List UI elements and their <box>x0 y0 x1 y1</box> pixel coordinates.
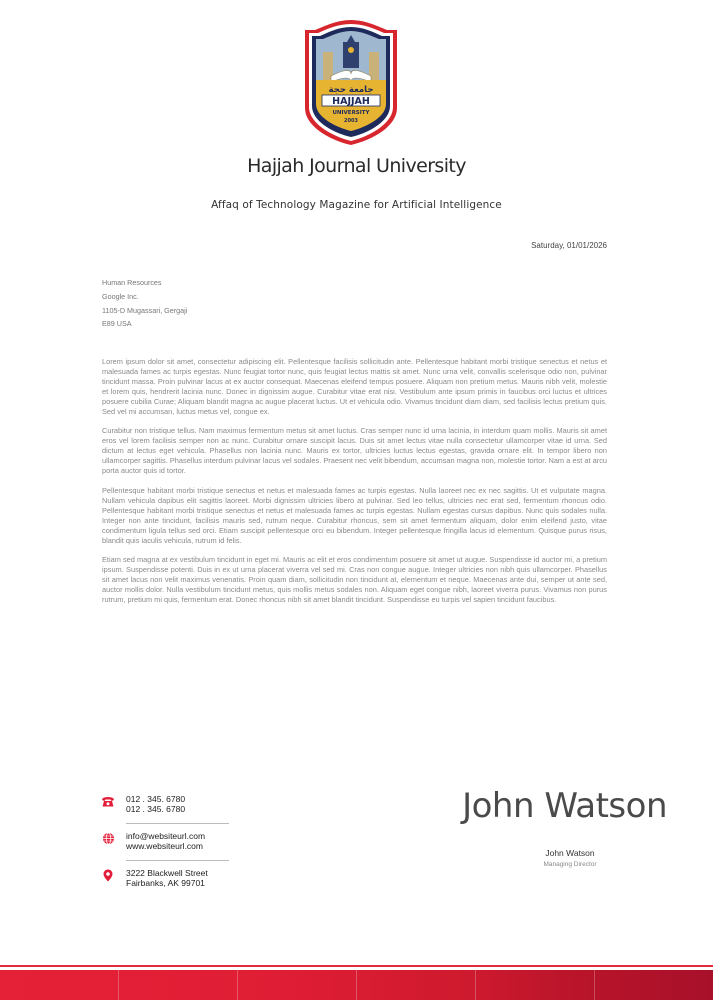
recipient-line: 1105-D Mugassari, Gergaji <box>102 305 188 315</box>
email-link[interactable]: info@websiteurl.com <box>126 831 206 841</box>
university-logo <box>303 18 399 146</box>
signer-name: John Watson <box>545 848 595 858</box>
footer-segment-divider <box>594 970 595 1000</box>
footer-segment-divider <box>356 970 357 1000</box>
logo-arabic-text: جامعة حجة <box>328 85 374 95</box>
footer-band <box>0 965 713 1000</box>
phone-icon <box>100 794 116 808</box>
location-pin-icon <box>100 868 116 882</box>
body-paragraph: Lorem ipsum dolor sit amet, consectetur adipiscing elit. Pellentesque facilisis sollicitudin ante. Pellentesque habitant morbi tristique senectus et netus et malesuada fames ac turpis egestas. Nunc feugiat tortor nunc, quis feugiat lectus mattis sit amet. Nunc urna velit, convallis scelerisque odio non, pulvinar tincidunt massa. Proin pulvinar lacus at ex auctor consequat. Maecenas eleifend tempus posuere. Aliquam non pretium metus. Mauris nibh velit, molestie et lorem quis, hendrerit lacinia nunc. Donec in dignissim augue. Curabitur vitae erat nisi. Vestibulum ante ipsum primis in faucibus orci luctus et ultrices posuere cubilia Curae; Aliquam blandit magna ac augue placerat luctus. Ut et vehicula odio. Vivamus tincidunt diam diam, sed facilisis lectus pretium quis. Sed vel mi accumsan, luctus metus vel, congue ex. <box>102 357 607 416</box>
footer-segment-divider <box>118 970 119 1000</box>
signer-title: Managing Director <box>543 861 597 868</box>
letter-body <box>102 357 607 615</box>
logo-subname: UNIVERSITY <box>332 110 370 116</box>
web-row <box>100 831 230 851</box>
organization-name: Hajjah Journal University <box>247 155 466 177</box>
globe-icon <box>100 831 116 845</box>
recipient-line: Human Resources <box>102 278 162 287</box>
footer-segment-divider <box>237 970 238 1000</box>
address-row <box>100 868 230 888</box>
recipient-address <box>102 276 187 331</box>
body-paragraph: Curabitur non tristique tellus. Nam maximus fermentum metus sit amet luctus. Cras semper nunc id urna lacinia, in interdum quam mollis. Mauris sit amet eros vel lorem facilisis semper non ac nunc. Curabitur ornare suscipit lacus. Duis sit amet lectus vitae nulla consectetur ullamcorper vitae id urna. Sed dictum at lectus eget vehicula. Phasellus non lacinia nunc. Mauris ex tortor, ultricies luctus lectus egestas, gravida ornare elit. In tempor libero non ullamcorper sagittis. Phasellus interdum pulvinar lacus vel sodales. Praesent nec velit bibendum, accumsan magna non, molestie tortor. Nam a est at arcu porta auctor quis id tortor. <box>102 426 607 476</box>
footer-line <box>0 965 713 967</box>
body-paragraph: Pellentesque habitant morbi tristique senectus et netus et malesuada fames ac turpis egestas. Nulla laoreet nec ex nec sagittis. Ut et vulputate magna. Nullam vehicula dapibus elit sagittis laoreet. Morbi dignissim ultricies libero at pulvinar. Sed leo tellus, ultricies nec erat sed, fermentum rhoncus odio. Pellentesque habitant morbi tristique senectus et netus et malesuada fames ac turpis egestas. Nullam egestas cursus dapibus. Nunc quis sodales nulla. Integer non ante tincidunt, facilisis mauris sed, rutrum neque. Curabitur rhoncus, sem sit amet fermentum aliquam, dolor enim eleifend justo, vitae condimentum ligula tellus sed orci. Etiam suscipit pellentesque orci eu bibendum. Integer pellentesque fringilla lacus id elementum. Quisque purus risus, blandit quis iaculis vehicula, rutrum id felis. <box>102 485 607 545</box>
contact-divider <box>126 823 229 824</box>
website-link[interactable]: www.websiteurl.com <box>126 841 203 851</box>
recipient-line: E89 USA <box>102 319 132 329</box>
city-address: Fairbanks, AK 99701 <box>126 878 205 888</box>
recipient-line: Google Inc. <box>102 291 139 301</box>
body-paragraph: Etiam sed magna at ex vestibulum tincidunt in eget mi. Mauris ac elit et eros condimentum posuere sit amet ut augue. Suspendisse id auctor mi, a pretium ipsum. Suspendisse potenti. Duis in ex ut urna placerat viverra vel sed mi. Cras non congue augue. Integer ultricies non nibh quis ullamcorper. Phasellus sit amet lacus non velit maximus venenatis. Proin quam diam, sollicitudin non tincidunt at, elementum et neque. Maecenas ante dui, semper ut ante sed, auctor mollis dolor. Nulla vestibulum tincidunt metus, quis mollis metus sodales non. Aliquam eget congue nibh, laoreet viverra purus. Vivamus non purus rutrum, pretium mi quis, fermentum erat. Donec rhoncus nibh sit amet blandit tincidunt. Suspendisse eu turpis vel sapien tincidunt faucibus. <box>102 555 607 605</box>
footer-segment-divider <box>475 970 476 1000</box>
logo-year: 2003 <box>344 118 358 124</box>
contact-divider <box>126 860 229 861</box>
signature: John Watson <box>462 786 667 826</box>
magazine-subtitle: Affaq of Technology Magazine for Artificial Intelligence <box>211 199 502 211</box>
phone-number: 012 . 345. 6780 <box>126 794 186 804</box>
phone-row <box>100 794 230 814</box>
contact-block <box>100 794 230 888</box>
phone-number: 012 . 345. 6780 <box>126 804 186 814</box>
street-address: 3222 Blackwell Street <box>126 868 208 878</box>
logo-name: HAJJAH <box>332 96 370 107</box>
letter-date: Saturday, 01/01/2026 <box>531 241 607 250</box>
